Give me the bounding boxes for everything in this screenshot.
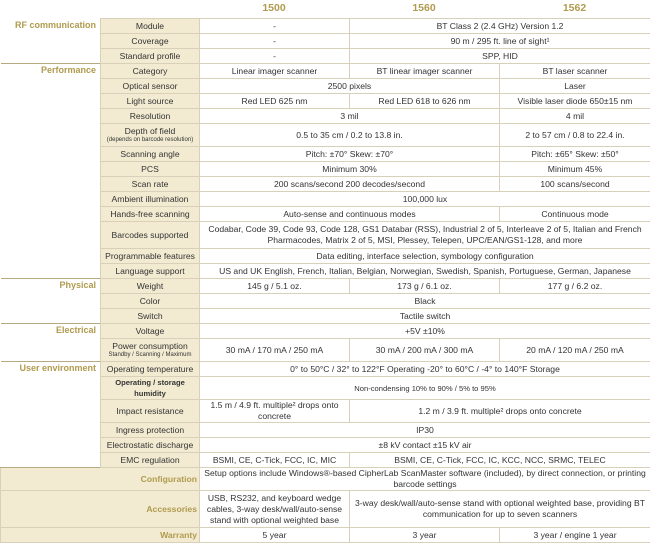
spec-value: 20 mA / 120 mA / 250 mA <box>500 339 650 362</box>
section-title-electrical: Electrical <box>1 324 101 362</box>
spec-label: Module <box>101 19 200 34</box>
spec-label: Color <box>101 294 200 309</box>
spec-row-accessories <box>1 491 650 528</box>
spec-value: 4 mil <box>500 109 650 124</box>
spec-value: 0.5 to 35 cm / 0.2 to 13.8 in. <box>200 124 500 147</box>
spec-value: 3 year <box>350 528 500 543</box>
spec-row-configuration <box>1 468 650 491</box>
spec-value: Linear imager scanner <box>200 64 350 79</box>
spec-value: SPP, HID <box>350 49 650 64</box>
spec-label: Optical sensor <box>101 79 200 94</box>
spec-value: Visible laser diode 650±15 nm <box>500 94 650 109</box>
spec-value: 100,000 lux <box>200 192 650 207</box>
spec-value: 0° to 50°C / 32° to 122°F Operating -20° to 60°C / -4° to 140°F Storage <box>200 362 650 377</box>
spec-value: 30 mA / 200 mA / 300 mA <box>350 339 500 362</box>
spec-label: Power consumption Standby / Scanning / Maximum <box>101 339 200 362</box>
spec-label: Scanning angle <box>101 147 200 162</box>
spec-value: Red LED 625 nm <box>200 94 350 109</box>
spec-value: Pitch: ±65° Skew: ±50° <box>500 147 650 162</box>
spec-value: Red LED 618 to 626 nm <box>350 94 500 109</box>
spec-value: BSMI, CE, C-Tick, FCC, IC, KCC, NCC, SRMC, TELEC <box>350 453 650 468</box>
spec-value: BT laser scanner <box>500 64 650 79</box>
spec-value: 3-way desk/wall/auto-sense stand with optional weighted base, providing BT communication for up to seven scanners <box>350 491 650 528</box>
spec-label: Voltage <box>101 324 200 339</box>
spec-value: Minimum 30% <box>200 162 500 177</box>
spec-label: Ingress protection <box>101 423 200 438</box>
spec-value: 1.2 m / 3.9 ft. multiple² drops onto concrete <box>350 400 650 423</box>
spec-label: Language support <box>101 264 200 279</box>
spec-value: Pitch: ±70° Skew: ±70° <box>200 147 500 162</box>
spec-label: Electrostatic discharge <box>101 438 200 453</box>
spec-label: Barcodes supported <box>101 222 200 249</box>
spec-label: Operating / storage humidity <box>101 377 200 400</box>
spec-value: 100 scans/second <box>500 177 650 192</box>
model-header-1500: 1500 <box>199 0 349 17</box>
spec-value: - <box>200 34 350 49</box>
spec-label: Depth of field (depends on barcode resolution) <box>101 124 200 147</box>
spec-label: Programmable features <box>101 249 200 264</box>
section-title-physical: Physical <box>1 279 101 324</box>
spec-label: Category <box>101 64 200 79</box>
section-title-rf-communication: RF communication <box>1 19 101 64</box>
spec-value: 5 year <box>200 528 350 543</box>
spec-label: Light source <box>101 94 200 109</box>
model-header-1560: 1560 <box>349 0 499 17</box>
section-title-user-environment: User environment <box>1 362 101 468</box>
section-title-accessories: Accessories <box>1 491 200 528</box>
section-title-configuration: Configuration <box>1 468 200 491</box>
spec-value: 173 g / 6.1 oz. <box>350 279 500 294</box>
spec-value: 30 mA / 170 mA / 250 mA <box>200 339 350 362</box>
spec-value: 2 to 57 cm / 0.8 to 22.4 in. <box>500 124 650 147</box>
spec-value: US and UK English, French, Italian, Belgian, Norwegian, Swedish, Spanish, Portuguese, German, Japanese <box>200 264 650 279</box>
spec-value: Data editing, interface selection, symbology configuration <box>200 249 650 264</box>
spec-value: 1.5 m / 4.9 ft. multiple² drops onto concrete <box>200 400 350 423</box>
spec-row-voltage <box>1 324 650 339</box>
spec-table <box>0 18 650 543</box>
spec-value: 200 scans/second 200 decodes/second <box>200 177 500 192</box>
spec-label: Impact resistance <box>101 400 200 423</box>
spec-label: Weight <box>101 279 200 294</box>
spec-value: - <box>200 19 350 34</box>
spec-value: Laser <box>500 79 650 94</box>
section-title-warranty: Warranty <box>1 528 200 543</box>
spec-value: 177 g / 6.2 oz. <box>500 279 650 294</box>
spec-value: 3 year / engine 1 year <box>500 528 650 543</box>
spec-value: Black <box>200 294 650 309</box>
spec-value: BSMI, CE, C-Tick, FCC, IC, MIC <box>200 453 350 468</box>
spec-label: EMC regulation <box>101 453 200 468</box>
section-title-performance: Performance <box>1 64 101 279</box>
spec-value: - <box>200 49 350 64</box>
spec-label: Coverage <box>101 34 200 49</box>
spec-value: 2500 pixels <box>200 79 500 94</box>
spec-value: 90 m / 295 ft. line of sight¹ <box>350 34 650 49</box>
spec-label: Switch <box>101 309 200 324</box>
spec-value: USB, RS232, and keyboard wedge cables, 3-way desk/wall/auto-sense stand with optional weighted base <box>200 491 350 528</box>
spec-value: 145 g / 5.1 oz. <box>200 279 350 294</box>
spec-value: Codabar, Code 39, Code 93, Code 128, GS1 Databar (RSS), Industrial 2 of 5, Interleave 2 of 5, Italian and French Pharmacodes, Matrix 2 of 5, MSI, Plessey, Telepen, UPC/EAN/GS1-128, and more <box>200 222 650 249</box>
spec-value: 3 mil <box>200 109 500 124</box>
spec-value: Minimum 45% <box>500 162 650 177</box>
spec-value: Setup options include Windows®-based CipherLab ScanMaster software (included), by direct connection, or printing barcode settings <box>200 468 650 491</box>
spec-label: Operating temperature <box>101 362 200 377</box>
spec-value: Tactile switch <box>200 309 650 324</box>
model-header-1562: 1562 <box>499 0 650 17</box>
spec-value: Auto-sense and continuous modes <box>200 207 500 222</box>
spec-value: BT Class 2 (2.4 GHz) Version 1.2 <box>350 19 650 34</box>
spec-label: Scan rate <box>101 177 200 192</box>
spec-row-warranty <box>1 528 650 543</box>
spec-value: Non-condensing 10% to 90% / 5% to 95% <box>200 377 650 400</box>
spec-label: Ambient illumination <box>101 192 200 207</box>
spec-value: +5V ±10% <box>200 324 650 339</box>
spec-value: IP30 <box>200 423 650 438</box>
spec-label: PCS <box>101 162 200 177</box>
spec-row-weight <box>1 279 650 294</box>
spec-value: BT linear imager scanner <box>350 64 500 79</box>
spec-label: Hands-free scanning <box>101 207 200 222</box>
spec-row-operating-temperature <box>1 362 650 377</box>
spec-label: Resolution <box>101 109 200 124</box>
spec-row-category <box>1 64 650 79</box>
spec-label: Standard profile <box>101 49 200 64</box>
spec-value: ±8 kV contact ±15 kV air <box>200 438 650 453</box>
spec-row-module <box>1 19 650 34</box>
spec-value: Continuous mode <box>500 207 650 222</box>
